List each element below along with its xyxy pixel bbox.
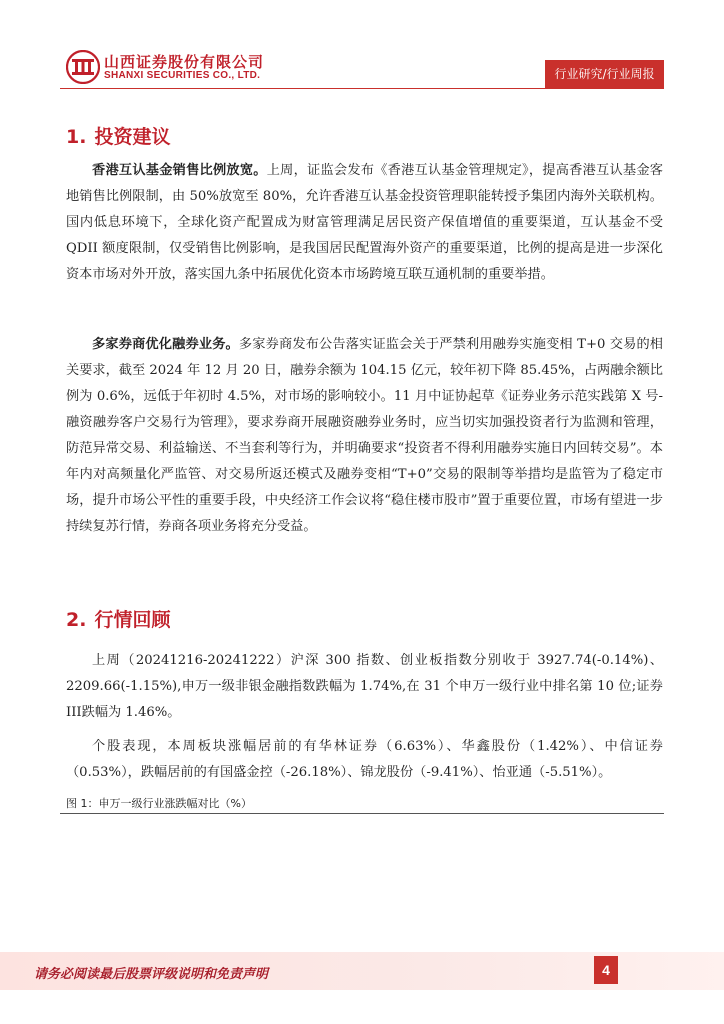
footer-disclaimer: 请务必阅读最后股票评级说明和免责声明 bbox=[34, 967, 269, 982]
paragraph-body: 多家券商发布公告落实证监会关于严禁利用融券实施变相 T+0 交易的相关要求，截至 2024 年 12 月 20 日，融券余额为 104.15 亿元，较年初下降 85.45%，占两融余额比例为 0.6%，远低于年初时 4.5%，对市场的影响较小。11 月中证协起草《证券业务示范实践第 X 号-融资融券客户交易行为管理》，要求券商开展融资融券业务时，应当切实加强投资者行为监测和管理，防范异常交易、利益输送、不当套利等行为，并明确要求“投资者不得利用融券实施日内回转交易”。本年内对高频量化严监管、对交易所返还模式及融券变相“T+0”交易的限制等举措均是监管为了稳定市场，提升市场公平性的重要手段，中央经济工作会议将“稳住楼市股市”置于重要位置，市场有望进一步持续复苏行情，券商各项业务将充分受益。 bbox=[66, 337, 663, 534]
header-divider bbox=[60, 88, 664, 89]
paragraph-body: 上周，证监会发布《香港互认基金管理规定》，提高香港互认基金客地销售比例限制，由 50%放宽至 80%，允许香港互认基金投资管理职能转授予集团内海外关联机构。国内低息环境下，全球化资产配置成为财富管理满足居民资产保值增值的重要渠道，互认基金不受 QDII 额度限制，仅受销售比例影响，是我国居民配置海外资产的重要渠道，比例的提高是进一步深化资本市场对外开放，落实国九条中拓展优化资本市场跨境互联互通机制的重要举措。 bbox=[66, 163, 663, 282]
company-name-cn: 山西证券股份有限公司 bbox=[104, 53, 265, 71]
figure-caption: 图 1：申万一级行业涨跌幅对比（%） bbox=[66, 797, 252, 810]
company-name-en: SHANXI SECURITIES CO., LTD. bbox=[104, 70, 261, 81]
paragraph-index-review bbox=[66, 648, 663, 726]
paragraph-body: 个股表现，本周板块涨幅居前的有华林证券（6.63%）、华鑫股份（1.42%）、中信证券（0.53%），跌幅居前的有国盛金控（-26.18%）、锦龙股份（-9.41%）、怡亚通（-5.51%）。 bbox=[66, 739, 663, 780]
company-logo-icon bbox=[66, 50, 100, 84]
section-number: 2. bbox=[66, 609, 87, 631]
paragraph-body: 上周（20241216-20241222）沪深 300 指数、创业板指数分别收于 3927.74(-0.14%)、2209.66(-1.15%),申万一级非银金融指数跌幅为 1.74%,在 31 个申万一级行业中排名第 10 位;证券III跌幅为 1.46%。 bbox=[66, 653, 663, 720]
section-number: 1. bbox=[66, 126, 87, 148]
paragraph-margin-short bbox=[66, 332, 663, 540]
section-heading-investment-advice bbox=[66, 122, 170, 149]
figure-divider bbox=[60, 813, 664, 814]
page-number: 4 bbox=[594, 956, 618, 984]
section-title: 投资建议 bbox=[94, 126, 171, 148]
section-heading-market-review bbox=[66, 605, 170, 632]
report-type-badge: 行业研究/行业周报 bbox=[545, 60, 664, 88]
page-header bbox=[0, 0, 724, 100]
paragraph-hk-fund bbox=[66, 158, 663, 288]
paragraph-lead: 多家券商优化融券业务。 bbox=[92, 337, 239, 352]
paragraph-stock-performance bbox=[66, 734, 663, 786]
paragraph-lead: 香港互认基金销售比例放宽。 bbox=[92, 163, 267, 178]
section-title: 行情回顾 bbox=[94, 609, 171, 631]
